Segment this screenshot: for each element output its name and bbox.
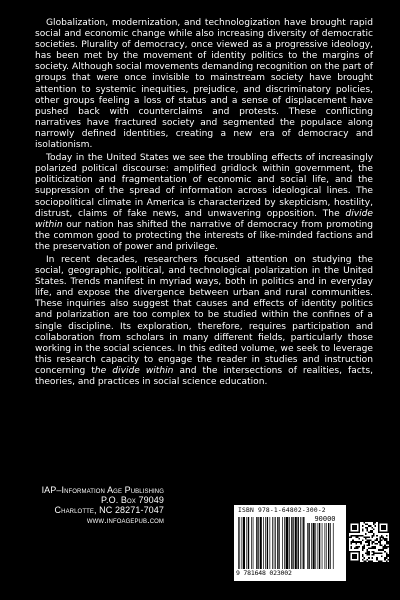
publisher-block [29, 485, 164, 525]
publisher-name: IAP–Information Age Publishing [41, 485, 164, 495]
publisher-city: Charlotte, NC 28271-7047 [54, 505, 164, 515]
publisher-po-box: P.O. Box 79049 [101, 495, 164, 505]
emphasis-divide-within: divide within [35, 208, 373, 230]
addon-price: 90000 [314, 515, 336, 523]
isbn-barcode [234, 505, 346, 581]
ean-barcode-bars [238, 517, 306, 569]
description-paragraph-2: Today in the United States we see the troubling effects of increasingly polarized political discourse: amplified gridlock within government, the politicization and fragmentation of economic and social life, and the suppression of the spread of information across ideological lines. The sociopolitical climate in America is characterized by skepticism, hostility, distrust, claims of fake news, and unwavering opposition. The divide within our nation has shifted the narrative of democracy from promoting the common good to protecting the interests of like-minded factions and the preservation of power and privilege. [35, 153, 373, 252]
emphasis-divide-within-2: he divide within [94, 365, 174, 376]
description-paragraph-3: In recent decades, researchers focused attention on studying the social, geographic, political, and technological polarization in the United States. Trends manifest in myriad ways, both in politics and in everyday life, and expose the divergence between urban and rural communities. These inquiries also suggest that causes and effects of identity politics and polarization are too complex to be studied within the confines of a single discipline. Its exploration, therefore, requires participation and collaboration from scholars in many different fields, particularly those working in the social sciences. In this edited volume, we seek to leverage this research capacity to engage the reader in studies and instruction concerning the divide within and the intersections of realities, facts, theories, and practices in social science education. [35, 254, 373, 387]
back-cover-description [35, 18, 373, 388]
qr-code-icon [349, 522, 389, 562]
isbn-label: ISBN 978-1-64802-300-2 [238, 507, 326, 514]
description-paragraph-1: Globalization, modernization, and technologization have brought rapid social and economic change while also increasing diversity of democratic societies. Plurality of democracy, once viewed as a progressive ideology, has been met by the movement of identity politics to the margins of society. Although social movements demanding recognition on the part of groups that were once invisible to mainstream society have brought attention to systemic inequities, prejudice, and discriminatory policies, other groups feeling a loss of status and a sense of displacement have pushed back with counterclaims and protests. These conflicting narratives have fractured society and segmented the populace along narrowly defined identities, creating a new era of democracy and isolationism. [35, 18, 373, 151]
publisher-website: www.infoagepub.com [86, 515, 164, 525]
ean-digits: 9 781648 023002 [236, 569, 292, 577]
addon-barcode-bars [307, 523, 343, 569]
